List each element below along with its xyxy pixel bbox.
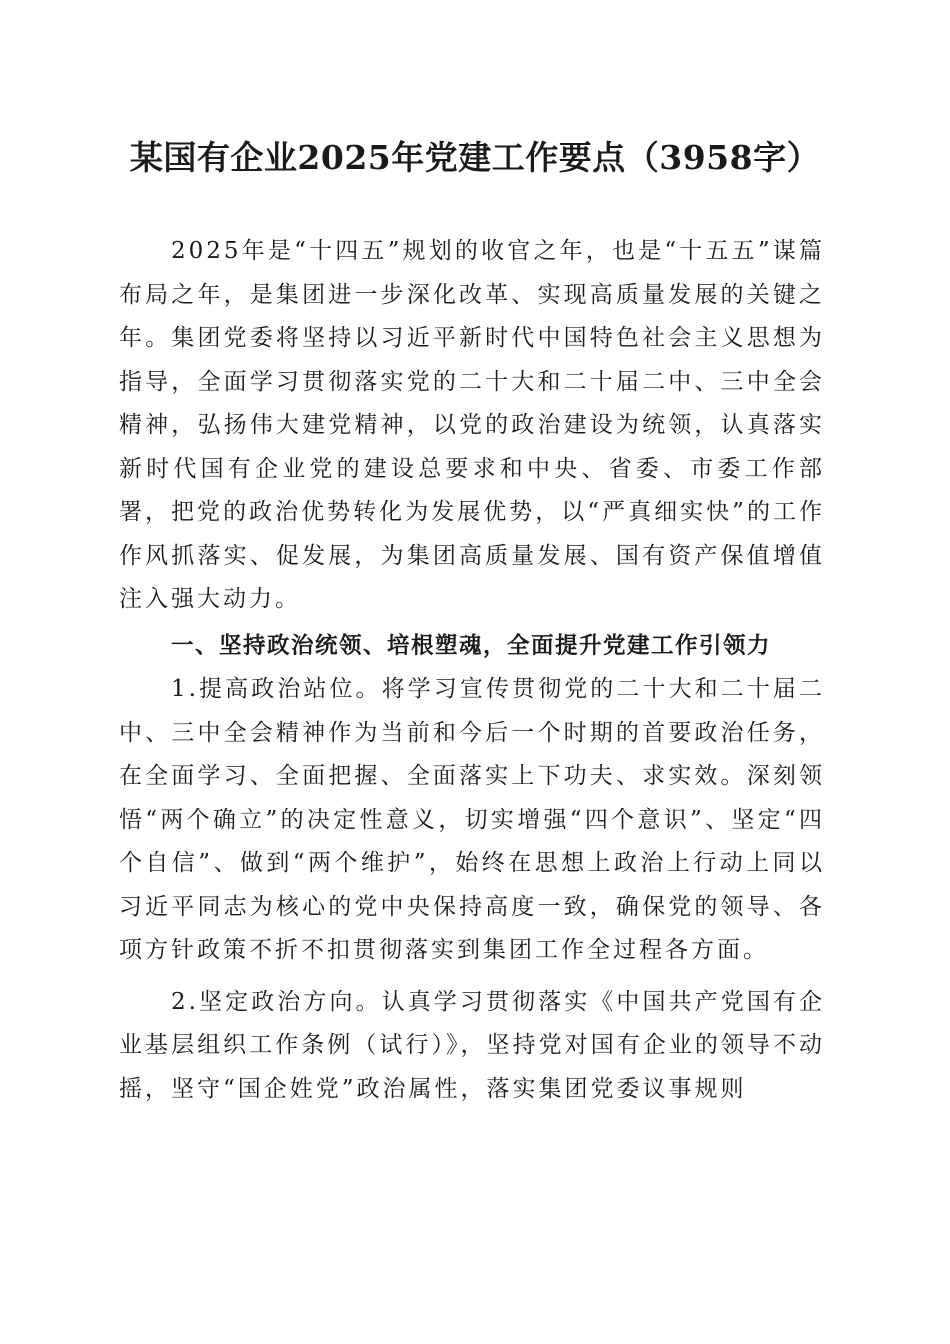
item-paragraph-1: 1.提高政治站位。将学习宣传贯彻党的二十大和二十届二中、三中全会精神作为当前和今后一个时期的首要政治任务，在全面学习、全面把握、全面落实上下功夫、求实效。深刻领悟“两个确立”的决定性意义，切实增强“四个意识”、坚定“四个自信”、做到“两个维护”，始终在思想上政治上行动上同以习近平同志为核心的党中央保持高度一致，确保党的领导、各项方针政策不折不扣贯彻落实到集团工作全过程各方面。 [119, 676, 825, 963]
document-title: 某国有企业2025年党建工作要点（3958字） [129, 138, 821, 177]
document-body [119, 230, 825, 1111]
section-heading: 一、坚持政治统领、培根塑魂，全面提升党建工作引领力 [171, 632, 772, 659]
item-paragraph-2: 2.坚定政治方向。认真学习贯彻落实《中国共产党国有企业基层组织工作条例（试行）》，坚持党对国有企业的领导不动摇，坚守“国企姓党”政治属性，落实集团党委议事规则 [119, 988, 825, 1102]
intro-paragraph: 2025年是“十四五”规划的收官之年，也是“十五五”谋篇布局之年，是集团进一步深化改革、实现高质量发展的关键之年。集团党委将坚持以习近平新时代中国特色社会主义思想为指导，全面学习贯彻落实党的二十大和二十届二中、三中全会精神，弘扬伟大建党精神，以党的政治建设为统领，认真落实新时代国有企业党的建设总要求和中央、省委、市委工作部署，把党的政治优势转化为发展优势，以“严真细实快”的工作作风抓落实、促发展，为集团高质量发展、国有资产保值增值注入强大动力。 [119, 238, 825, 612]
